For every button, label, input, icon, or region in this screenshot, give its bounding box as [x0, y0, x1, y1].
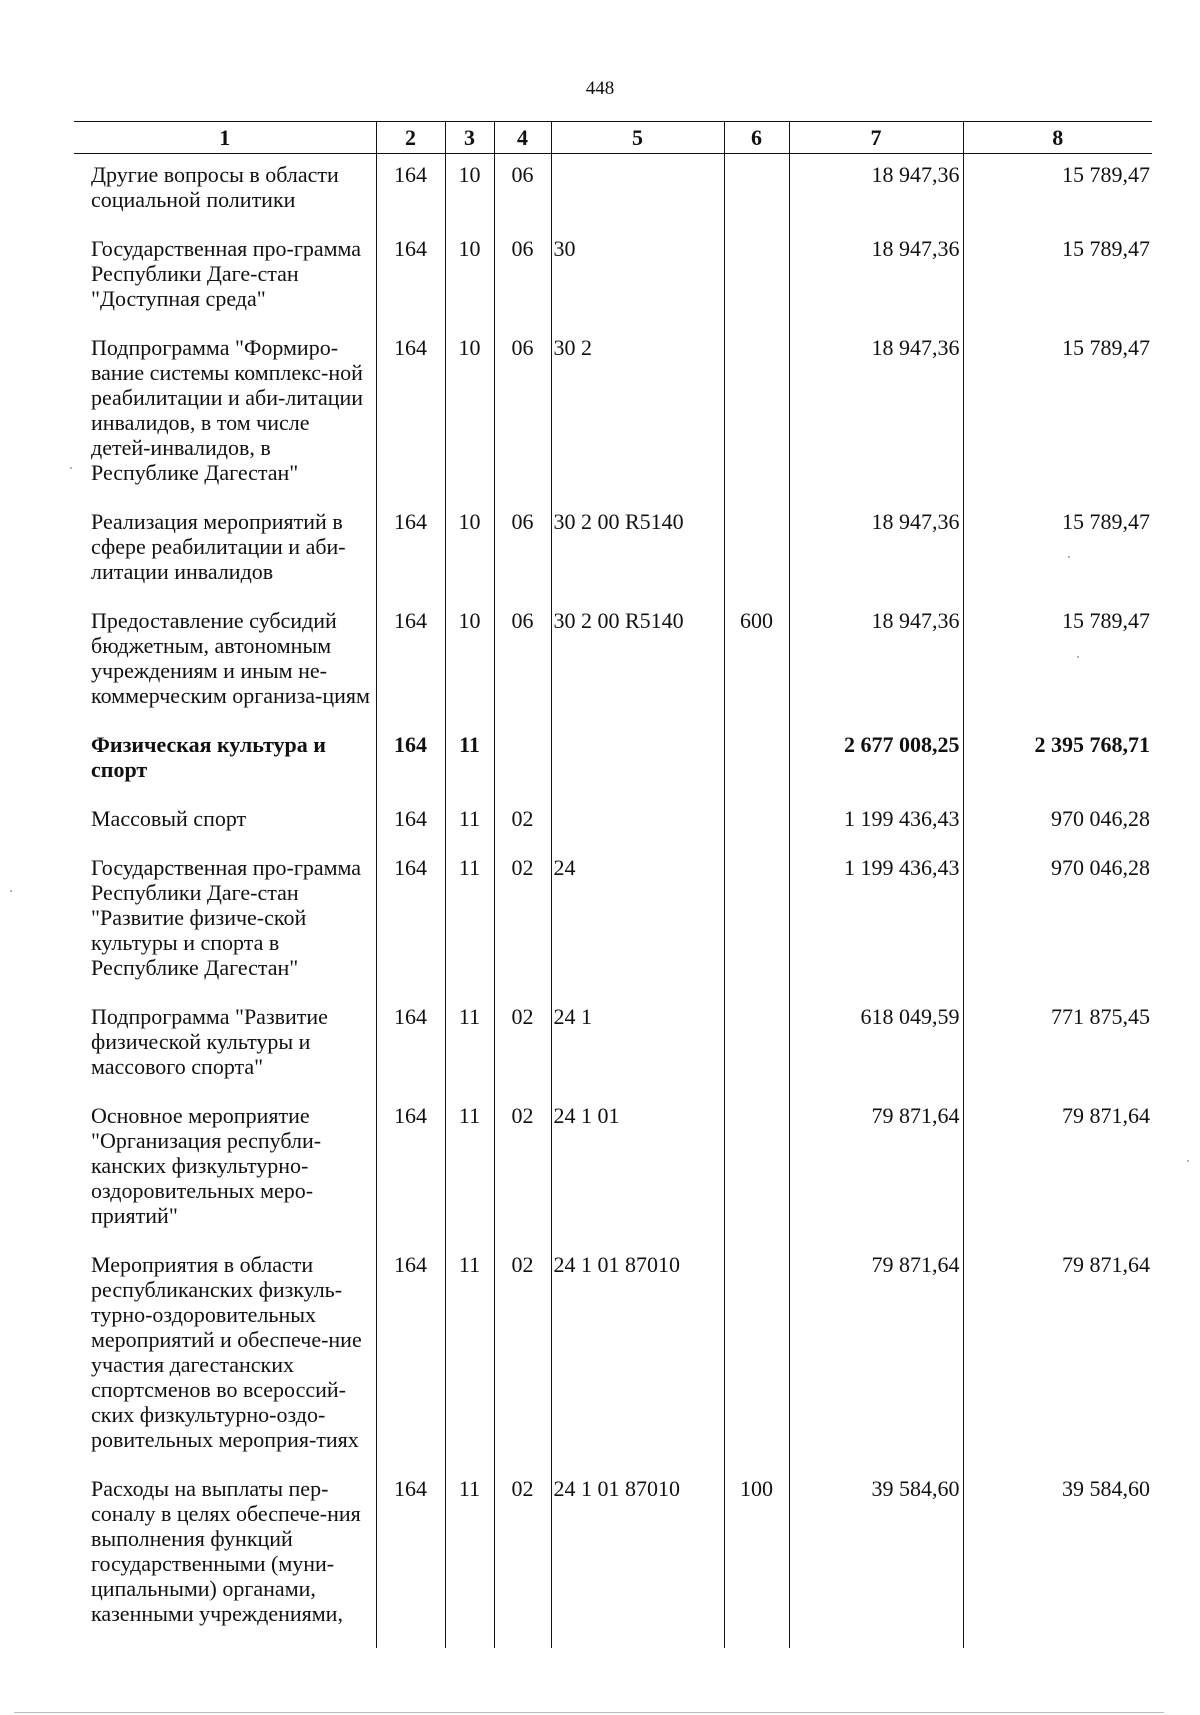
- row-amount-year-2: 970 046,28: [963, 847, 1152, 996]
- row-subsection: 11: [445, 1244, 494, 1468]
- scan-edge-line: [14, 1712, 1164, 1713]
- row-section: 164: [376, 724, 445, 798]
- table-row: [74, 1468, 1152, 1648]
- row-section: 164: [376, 1244, 445, 1468]
- row-amount-year-1: 18 947,36: [789, 228, 963, 327]
- row-amount-year-1: 18 947,36: [789, 600, 963, 724]
- row-subsection: 10: [445, 600, 494, 724]
- table-body: [74, 154, 1152, 1649]
- row-expense-type: 600: [724, 600, 789, 724]
- row-subsection: 11: [445, 724, 494, 798]
- row-target-article: [551, 724, 724, 798]
- row-amount-year-2: 79 871,64: [963, 1095, 1152, 1244]
- row-expense-type: [724, 327, 789, 501]
- row-section: 164: [376, 847, 445, 996]
- row-amount-year-2: 771 875,45: [963, 996, 1152, 1095]
- row-amount-year-1: 79 871,64: [789, 1095, 963, 1244]
- row-item: 06: [494, 501, 551, 600]
- row-subsection: 11: [445, 798, 494, 847]
- row-amount-year-1: 1 199 436,43: [789, 847, 963, 996]
- row-target-article: 24 1 01: [551, 1095, 724, 1244]
- row-section: 164: [376, 798, 445, 847]
- row-target-article: 30: [551, 228, 724, 327]
- row-name: Массовый спорт: [91, 806, 247, 831]
- row-expense-type: [724, 724, 789, 798]
- row-expense-type: [724, 847, 789, 996]
- row-item: 06: [494, 228, 551, 327]
- row-subsection: 10: [445, 154, 494, 229]
- row-expense-type: [724, 501, 789, 600]
- table-row: [74, 327, 1152, 501]
- row-name: Физическая культура и спорт: [91, 732, 326, 782]
- table-row: [74, 501, 1152, 600]
- header-col-8: 8: [963, 122, 1152, 154]
- table-row: [74, 228, 1152, 327]
- row-name: Государственная про-грамма Республики Даге-стан "Доступная среда": [91, 236, 362, 311]
- header-row: [74, 122, 1152, 154]
- table-row: [74, 847, 1152, 996]
- row-amount-year-2: 15 789,47: [963, 600, 1152, 724]
- row-amount-year-1: 18 947,36: [789, 501, 963, 600]
- row-section: 164: [376, 154, 445, 229]
- row-section: 164: [376, 228, 445, 327]
- row-item: 02: [494, 847, 551, 996]
- row-amount-year-1: 18 947,36: [789, 154, 963, 229]
- table-row: [74, 600, 1152, 724]
- budget-table: [74, 121, 1152, 1648]
- row-item: [494, 724, 551, 798]
- row-target-article: 30 2 00 R5140: [551, 600, 724, 724]
- row-name: Предоставление субсидий бюджетным, автономным учреждениям и иным не-коммерческим организа-циям: [91, 608, 370, 708]
- row-target-article: 30 2: [551, 327, 724, 501]
- scan-speck: [1187, 1160, 1189, 1162]
- row-amount-year-1: 1 199 436,43: [789, 798, 963, 847]
- row-amount-year-1: 18 947,36: [789, 327, 963, 501]
- row-name: Государственная про-грамма Республики Даге-стан "Развитие физиче-ской культуры и спорта в Республике Дагестан": [91, 855, 362, 980]
- table-row: [74, 1244, 1152, 1468]
- row-item: 02: [494, 996, 551, 1095]
- row-item: 02: [494, 798, 551, 847]
- scan-speck: [70, 467, 72, 469]
- row-subsection: 11: [445, 1095, 494, 1244]
- row-target-article: 24 1 01 87010: [551, 1468, 724, 1648]
- row-section: 164: [376, 1468, 445, 1648]
- row-item: 06: [494, 327, 551, 501]
- header-col-2: 2: [376, 122, 445, 154]
- header-col-4: 4: [494, 122, 551, 154]
- header-col-6: 6: [724, 122, 789, 154]
- row-amount-year-1: 79 871,64: [789, 1244, 963, 1468]
- row-subsection: 11: [445, 996, 494, 1095]
- row-amount-year-2: 15 789,47: [963, 501, 1152, 600]
- row-target-article: [551, 798, 724, 847]
- header-col-7: 7: [789, 122, 963, 154]
- row-amount-year-1: 2 677 008,25: [789, 724, 963, 798]
- row-name: Расходы на выплаты пер-соналу в целях обеспече-ния выполнения функций государственными (муни-ципальными) органами, казенными учреждениями,: [91, 1476, 361, 1626]
- row-section: 164: [376, 1095, 445, 1244]
- row-subsection: 11: [445, 1468, 494, 1648]
- row-name: Мероприятия в области республиканских физкуль-турно-оздоровительных мероприятий и обеспече-ние участия дагестанских спортсменов во всероссий-ских физкультурно-оздо-ровительных мероприя-тиях: [91, 1252, 362, 1452]
- row-amount-year-2: 2 395 768,71: [963, 724, 1152, 798]
- row-amount-year-2: 79 871,64: [963, 1244, 1152, 1468]
- row-expense-type: [724, 996, 789, 1095]
- row-item: 02: [494, 1244, 551, 1468]
- row-name: Подпрограмма "Развитие физической культуры и массового спорта": [91, 1004, 328, 1079]
- row-target-article: 24 1: [551, 996, 724, 1095]
- row-amount-year-2: 15 789,47: [963, 327, 1152, 501]
- table-row: [74, 1095, 1152, 1244]
- header-col-1: 1: [74, 122, 376, 154]
- row-expense-type: [724, 1095, 789, 1244]
- row-target-article: 24 1 01 87010: [551, 1244, 724, 1468]
- row-subsection: 11: [445, 847, 494, 996]
- row-amount-year-1: 39 584,60: [789, 1468, 963, 1648]
- row-name: Основное мероприятие "Организация республи-канских физкультурно-оздоровительных меро-приятий": [91, 1103, 322, 1228]
- row-amount-year-2: 39 584,60: [963, 1468, 1152, 1648]
- row-expense-type: [724, 798, 789, 847]
- row-item: 02: [494, 1095, 551, 1244]
- row-amount-year-2: 15 789,47: [963, 228, 1152, 327]
- table-row: [74, 724, 1152, 798]
- table-row: [74, 996, 1152, 1095]
- row-target-article: 30 2 00 R5140: [551, 501, 724, 600]
- row-expense-type: [724, 154, 789, 229]
- table-row: [74, 154, 1152, 229]
- row-expense-type: [724, 228, 789, 327]
- row-subsection: 10: [445, 501, 494, 600]
- row-name: Другие вопросы в области социальной политики: [91, 162, 339, 212]
- row-expense-type: [724, 1244, 789, 1468]
- row-amount-year-2: 15 789,47: [963, 154, 1152, 229]
- row-amount-year-2: 970 046,28: [963, 798, 1152, 847]
- row-name: Подпрограмма "Формиро-вание системы комплекс-ной реабилитации и аби-литации инвалидов, в том числе детей-инвалидов, в Республике Дагестан": [91, 335, 364, 485]
- scan-speck: [10, 890, 12, 892]
- row-target-article: 24: [551, 847, 724, 996]
- scan-speck: [1068, 556, 1070, 558]
- row-subsection: 10: [445, 228, 494, 327]
- page-number: 448: [585, 78, 615, 99]
- header-col-5: 5: [551, 122, 724, 154]
- row-section: 164: [376, 600, 445, 724]
- row-target-article: [551, 154, 724, 229]
- scan-speck: [1077, 656, 1079, 658]
- header-col-3: 3: [445, 122, 494, 154]
- row-subsection: 10: [445, 327, 494, 501]
- row-expense-type: 100: [724, 1468, 789, 1648]
- row-section: 164: [376, 327, 445, 501]
- row-item: 02: [494, 1468, 551, 1648]
- table-row: [74, 798, 1152, 847]
- row-section: 164: [376, 996, 445, 1095]
- row-item: 06: [494, 600, 551, 724]
- row-amount-year-1: 618 049,59: [789, 996, 963, 1095]
- row-item: 06: [494, 154, 551, 229]
- row-name: Реализация мероприятий в сфере реабилитации и аби-литации инвалидов: [91, 509, 346, 584]
- row-section: 164: [376, 501, 445, 600]
